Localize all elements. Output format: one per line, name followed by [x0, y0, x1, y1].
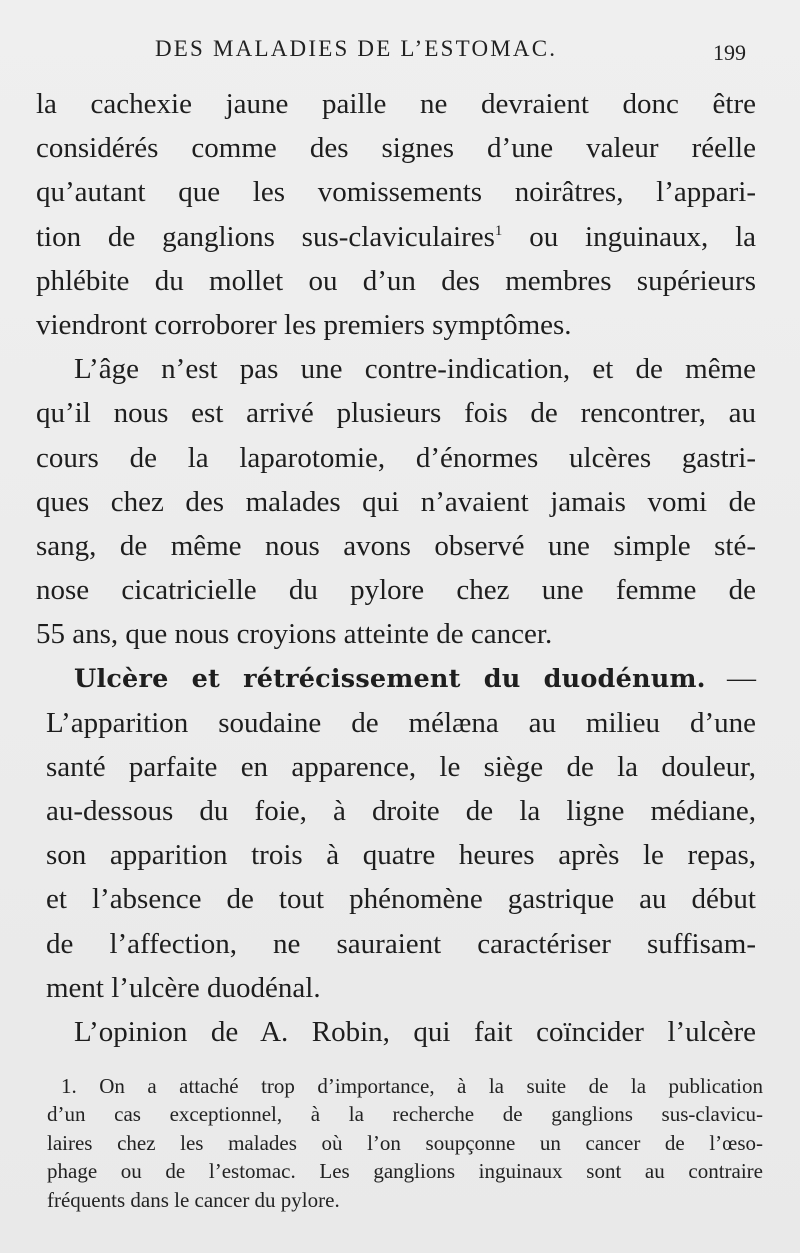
text-line: au-dessous du foie, à droite de la ligne médiane, — [46, 795, 756, 827]
text-line: L’apparition soudaine de mélæna au milieu d’une — [46, 706, 756, 739]
heading-dash: — — [705, 662, 756, 695]
footnote-line: fréquents dans le cancer du pylore. — [47, 1187, 340, 1212]
text-line: viendront corroborer les premiers symptômes. — [36, 308, 572, 341]
paragraph-start-line: L’opinion de A. Robin, qui fait coïncider l’ulcère — [74, 1015, 756, 1048]
text-line: 55 ans, que nous croyions atteinte de cancer. — [36, 618, 553, 651]
footnote-line: laires chez les malades où l’on soupçonne un cancer de l’œso- — [47, 1130, 763, 1155]
text-line: considérés comme des signes d’une valeur réelle — [36, 132, 756, 165]
page-number: 199 — [713, 40, 746, 65]
running-title: DES MALADIES DE L’ESTOMAC. — [155, 36, 558, 61]
footnote-line: phage ou de l’estomac. Les ganglions inguinaux sont au contraire — [47, 1159, 763, 1184]
text-line: qu’autant que les vomissements noirâtres, l’appari- — [36, 176, 756, 209]
text-line: nose cicatricielle du pylore chez une femme de — [36, 574, 756, 607]
text-line: ment l’ulcère duodénal. — [46, 971, 321, 1004]
text-segment: ou inguinaux, la — [529, 220, 757, 253]
text-line: la cachexie jaune paille ne devraient donc être — [36, 88, 756, 120]
section-heading: Ulcère et rétrécissement du duodénum. — [74, 664, 706, 695]
footnote-line: d’un cas exceptionnel, à la recherche de ganglions sus-clavicu- — [47, 1102, 763, 1127]
paragraph-start-line: L’âge n’est pas une contre-indication, et de même — [74, 353, 756, 386]
text-line: son apparition trois à quatre heures après le repas, — [46, 839, 756, 872]
section-heading-line — [36, 656, 756, 700]
text-line: santé parfaite en apparence, le siège de la douleur, — [46, 750, 756, 783]
text-line: sang, de même nous avons observé une simple sté- — [36, 529, 756, 562]
text-line: ques chez des malades qui n’avaient jamais vomi de — [36, 485, 756, 518]
text-line: et l’absence de tout phénomène gastrique au début — [46, 883, 756, 916]
footnote-marker: 1 — [494, 222, 503, 239]
body-text — [36, 82, 756, 1054]
running-header — [0, 36, 800, 68]
text-line: phlébite du mollet ou d’un des membres supérieurs — [36, 264, 756, 297]
text-segment: tion de ganglions sus-claviculaires — [36, 220, 495, 253]
text-line: qu’il nous est arrivé plusieurs fois de rencontrer, au — [36, 397, 756, 430]
text-line: de l’affection, ne sauraient caractériser suffisam- — [46, 927, 756, 960]
footnote — [47, 1072, 763, 1214]
text-line — [36, 215, 756, 259]
footnote-line: 1. On a attaché trop d’importance, à la suite de la publication — [61, 1074, 763, 1098]
text-line: cours de la laparotomie, d’énormes ulcères gastri- — [36, 441, 756, 474]
